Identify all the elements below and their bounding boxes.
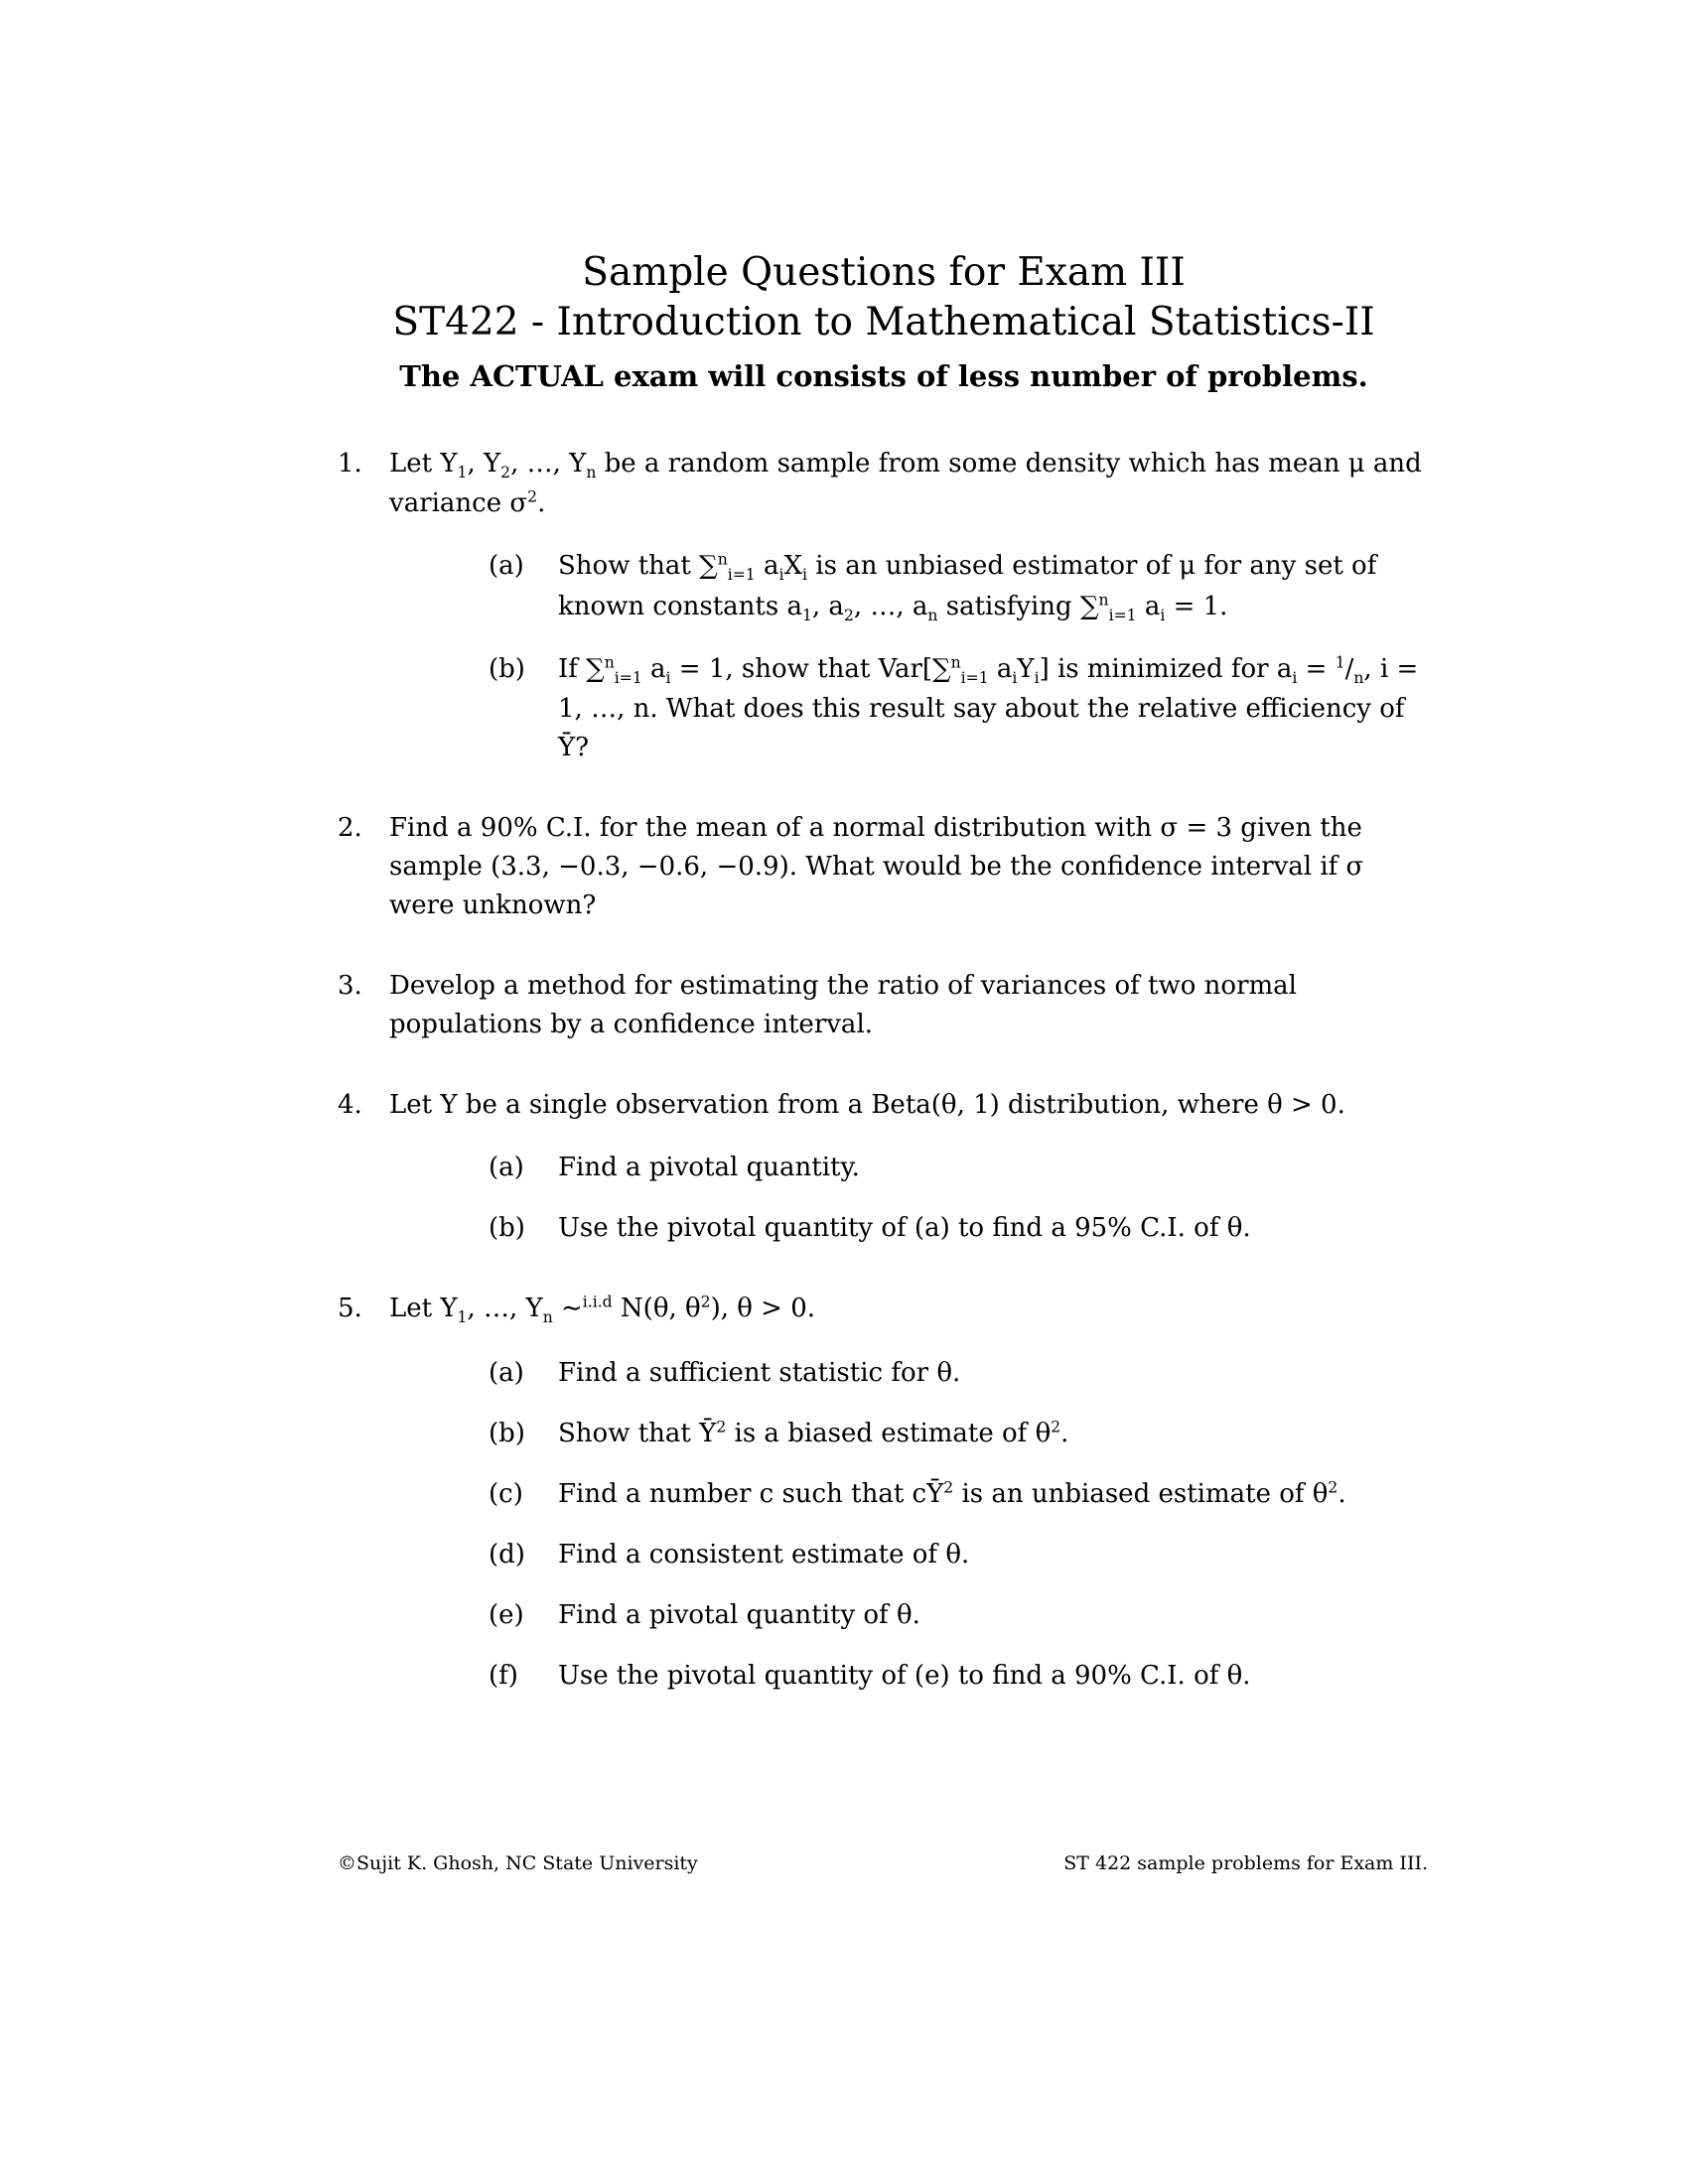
footer-copyright: ©Sujit K. Ghosh, NC State University [338,1852,698,1874]
part-text: Find a sufficient statistic for θ. [558,1357,961,1388]
question-1-part-b [389,650,1430,768]
question-5-part-e [389,1596,1430,1635]
question-1-parts [389,547,1430,767]
part-label: (b) [489,1418,525,1448]
page-footer [338,1852,1428,1874]
part-label: (b) [489,1213,525,1244]
question-5-part-f [389,1657,1430,1696]
part-label: (b) [489,653,525,684]
question-5-parts [389,1354,1430,1696]
question-4-text: Let Y be a single observation from a Beta(θ, 1) distribution, where θ > 0. [389,1090,1345,1121]
question-5-part-d [389,1536,1430,1574]
question-4 [338,1086,1430,1248]
question-2-text: Find a 90% C.I. for the mean of a normal distribution with σ = 3 given the sample (3.3, −0.3, −0.6, −0.9). What would be the confidence interval if σ were unknown? [389,813,1364,921]
question-3-text: Develop a method for estimating the ratio of variances of two normal populations by a confidence interval. [389,971,1297,1040]
part-text: Use the pivotal quantity of (e) to find a 90% C.I. of θ. [558,1660,1251,1691]
part-text: Find a pivotal quantity of θ. [558,1599,920,1630]
part-text: Find a consistent estimate of θ. [558,1539,970,1570]
question-5-number: 5. [338,1294,362,1324]
part-label: (e) [489,1599,524,1630]
question-list [338,445,1430,1696]
question-3-body [389,967,1430,1044]
part-label: (c) [489,1478,523,1509]
part-label: (d) [489,1539,525,1570]
question-4-part-a [389,1149,1430,1187]
question-4-body [389,1086,1430,1248]
question-1-number: 1. [338,448,362,478]
question-2-number: 2. [338,813,362,844]
question-5-part-a [389,1354,1430,1393]
question-1 [338,445,1430,767]
question-3 [338,967,1430,1044]
part-text: If ∑$^n_{i=1}$ $a_i = 1$, show that Var[∑$^n_{i=1}$ $a_iY_i$] is minimized for $a_i = ^1/_n$, i = 1, …, n. What does this result say about the relative efficiency of Ȳ? [558,652,1419,763]
question-2 [338,809,1430,925]
part-label: (a) [489,1153,524,1183]
question-3-number: 3. [338,971,362,1002]
part-label: (a) [489,551,524,582]
part-text: Show that ∑$^n_{i=1}$ $a_iX_i$ is an unbiased estimator of μ for any set of known constants $a_1$, $a_2$, …, $a_n$ satisfying ∑$^n_{i=1}$ $a_i = 1$. [558,550,1377,625]
exam-notice: The ACTUAL exam will consists of less number of problems. [399,358,1368,393]
part-text: Find a pivotal quantity. [558,1153,860,1183]
part-text: Show that Ȳ$^2$ is a biased estimate of $\theta^2$. [558,1418,1069,1448]
document-title: Sample Questions for Exam III [582,250,1186,295]
question-4-part-b [389,1209,1430,1248]
document-subtitle: ST422 - Introduction to Mathematical Statistics-II [392,299,1375,344]
question-5 [338,1290,1430,1696]
title-block [338,248,1430,393]
part-label: (f) [489,1660,518,1691]
question-5-body [389,1290,1430,1696]
question-2-body [389,809,1430,925]
footer-course-label: ST 422 sample problems for Exam III. [1063,1852,1428,1874]
question-1-text: Let $Y_1$, $Y_2$, …, $Y_n$ be a random sample from some density which has mean μ and variance $\sigma^2$. [389,448,1422,519]
question-1-body [389,445,1430,767]
part-label: (a) [489,1357,524,1388]
part-text: Find a number c such that cȲ$^2$ is an unbiased estimate of $\theta^2$. [558,1478,1346,1509]
question-4-parts [389,1149,1430,1248]
question-5-text: Let $Y_1$, …, $Y_n$ ∼$^{i.i.d}$ N(θ, $\theta^2$), θ > 0. [389,1293,816,1327]
question-5-part-c [389,1475,1430,1514]
question-1-part-a [389,547,1430,627]
question-5-part-b [389,1415,1430,1453]
question-4-number: 4. [338,1090,362,1121]
part-text: Use the pivotal quantity of (a) to find a 95% C.I. of θ. [558,1213,1251,1244]
